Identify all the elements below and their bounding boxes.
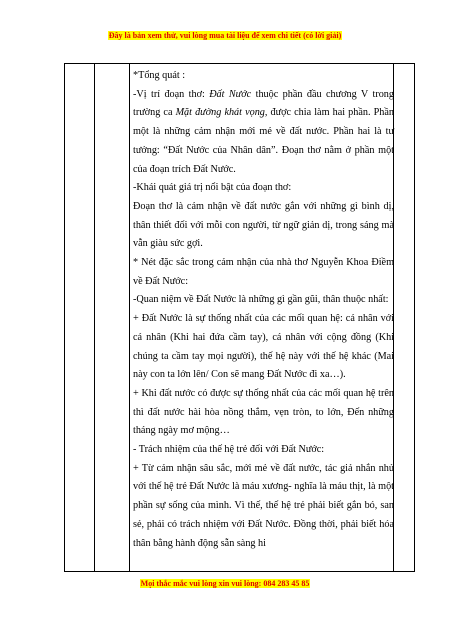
paragraph-position: -Vị trí đoạn thơ: Đất Nước thuộc phần đầu chương V trong trường ca Mặt đường khát vọng, được chia làm hai phần. Phần một là những cảm nhận mới mẻ về đất nước. Phần hai là tư tưởng: “Đất Nước của Nhân dân”. Đoạn thơ nằm ở phần một của đoạn trích Đất Nước. (133, 88, 394, 175)
paragraph-value: Đoạn thơ là cảm nhận về đất nước gắn với những gì bình dị, thân thiết đối với mỗi con người, từ ngữ giản dị, trong sáng mà vẫn giàu sức gợi. (133, 200, 394, 250)
paragraph-responsibility: + Từ cảm nhận sâu sắc, mới mẻ về đất nước, tác giả nhắn nhủ với thế hệ trẻ Đất Nước là máu xương- nghĩa là máu thịt, là một phần sự sống của mình. Vì thế, thế hệ trẻ phải biết gắn bó, san sẻ, phải có trách nhiệm với Đất Nước. Đồng thời, phải biết hóa thân bằng hành động sẵn sàng hi (133, 462, 394, 549)
paragraph-unity: + Khi đất nước có được sự thống nhất của các mối quan hệ trên thì đất nước hài hòa nồng thắm, vẹn tròn, to lớn, Đến những tháng ngày mơ mộng… (133, 387, 394, 437)
paragraph-responsibility-heading: - Trách nhiệm của thế hệ trẻ đối với Đất Nước: (133, 444, 325, 456)
preview-notice-header: Đây là bản xem thử, vui lòng mua tài liệu để xem chi tiết (có lời giải) (108, 31, 342, 40)
column-divider (94, 64, 95, 571)
contact-footer: Mọi thắc mắc vui lòng xin vui lòng: 084 283 45 85 (140, 579, 310, 588)
paragraph-concept: -Quan niệm về Đất Nước là những gì gần gũi, thân thuộc nhất: (133, 294, 389, 306)
answer-table (64, 63, 415, 572)
paragraph-highlight-heading: * Nét đặc sắc trong cảm nhận của nhà thơ Nguyễn Khoa Điềm về Đất Nước: (133, 257, 394, 287)
answer-content-cell (133, 67, 394, 553)
column-divider (129, 64, 130, 571)
paragraph-relations: + Đất Nước là sự thống nhất của các mối quan hệ: cá nhân với cá nhân (Khi hai đứa cầm tay), cá nhân với cộng đồng (Khi chúng ta cầm tay mọi người), thế hệ này với thế hệ khác (Mai này con ta lớn lên/ Con sẽ mang Đất Nước đi xa…). (133, 313, 394, 381)
paragraph-value-heading: -Khái quát giá trị nổi bật của đoạn thơ: (133, 182, 292, 194)
paragraph-overview: *Tổng quát : (133, 70, 186, 81)
